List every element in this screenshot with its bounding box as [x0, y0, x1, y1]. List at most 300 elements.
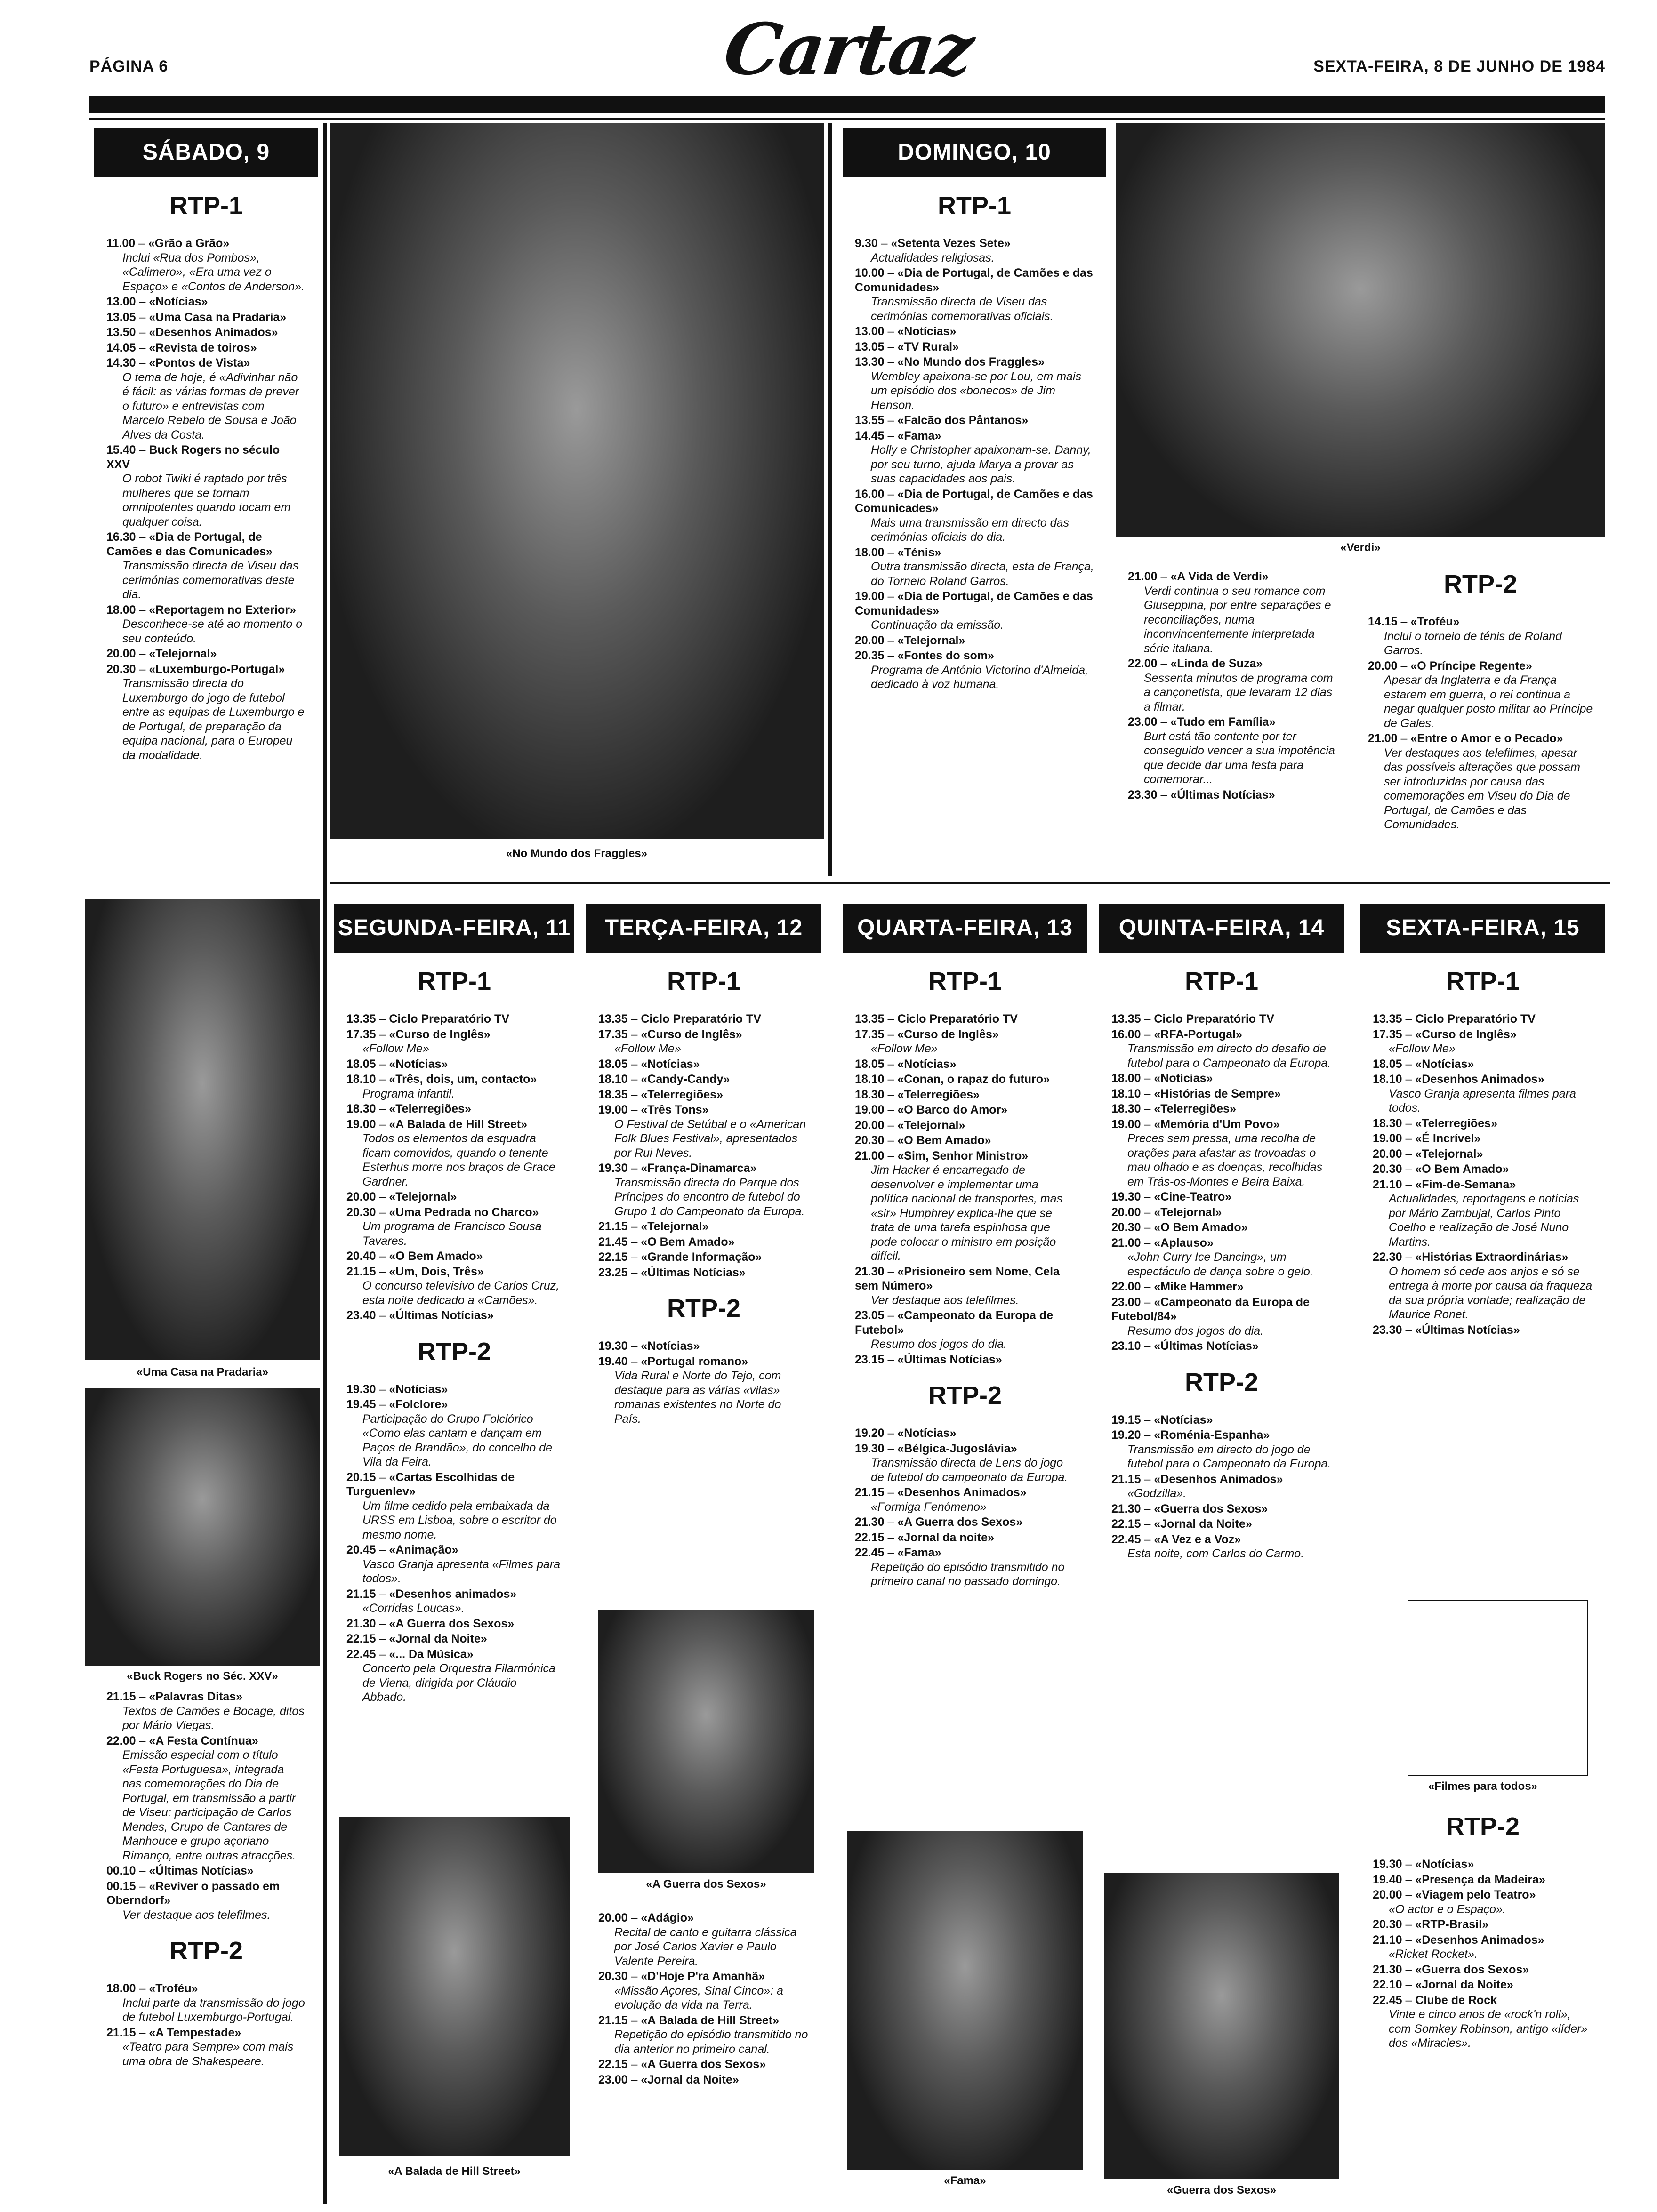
program-description: Resumo dos jogos do dia. [1127, 1324, 1264, 1338]
program-time: 18.30 [346, 1102, 376, 1115]
program-title: «Viagem pelo Teatro» [1415, 1888, 1536, 1901]
program-entry [346, 1057, 562, 1072]
photo-caption: «Uma Casa na Pradaria» [136, 1366, 269, 1378]
program-entry [598, 2057, 809, 2072]
photo-filmes-para-todos [1408, 1600, 1588, 1776]
program-entry [1373, 1250, 1593, 1322]
program-time: 17.35 [598, 1027, 628, 1041]
day-header: DOMINGO, 10 [843, 128, 1106, 177]
program-title: «Palavras Ditas» [149, 1690, 243, 1703]
program-title: «Últimas Notícias» [897, 1353, 1002, 1366]
program-entry [598, 1072, 809, 1087]
program-time: 21.30 [855, 1265, 885, 1278]
program-entry [346, 1012, 562, 1026]
program-description: Vinte e cinco anos de «rock'n roll», com Somkey Robinson, antigo «líder» dos «Miracles». [1389, 2008, 1588, 2050]
program-description: Concerto pela Orquestra Filarmónica de Viena, dirigida por Cláudio Abbado. [362, 1662, 555, 1704]
program-title: «Desenhos Animados» [1415, 1073, 1544, 1086]
program-time: 21.00 [1128, 570, 1158, 583]
program-entry [855, 1072, 1075, 1087]
program-time: 18.10 [1373, 1073, 1402, 1086]
program-time: 21.15 [855, 1486, 885, 1499]
program-dash: – [627, 2058, 641, 2071]
program-entry [855, 429, 1094, 486]
photo-caption: «Verdi» [1340, 541, 1381, 554]
program-title: «A Guerra dos Sexos» [641, 2058, 766, 2071]
photo-caption: «Filmes para todos» [1428, 1780, 1538, 1793]
program-title: «Notícias» [641, 1339, 700, 1353]
program-title: «Desenhos animados» [389, 1587, 517, 1601]
program-dash: – [884, 1027, 898, 1041]
program-title: «Linda de Suza» [1170, 657, 1263, 670]
program-entry [855, 413, 1094, 428]
program-description: Jim Hacker é encarregado de desenvolver e implementar uma política nacional de transportes, mas «sir» Humphrey explica-lhe que se trata de uma tarefa espinhosa que pode colocar o ministro em posição difícil. [871, 1163, 1063, 1263]
program-entry [1111, 1071, 1332, 1086]
program-description: O robot Twiki é raptado por três mulheres que se tornam omnipotentes quando tocam em qualquer coisa. [122, 472, 291, 529]
program-dash: – [1402, 1323, 1416, 1337]
program-entry [855, 1546, 1075, 1589]
program-title: «Fama» [897, 429, 941, 442]
program-dash: – [1141, 1517, 1154, 1531]
program-entry [1373, 1012, 1593, 1026]
program-dash: – [136, 1982, 149, 1995]
program-time: 00.15 [106, 1879, 136, 1893]
program-time: 13.35 [598, 1012, 628, 1026]
program-title: «Dia de Portugal, de Camões e das Comunicades» [106, 530, 273, 558]
program-entry [1111, 1012, 1332, 1026]
program-time: 19.00 [1373, 1132, 1402, 1145]
program-entry [598, 1057, 809, 1072]
program-entry [855, 236, 1094, 265]
program-title: «Jornal da Noite» [389, 1632, 487, 1645]
program-title: «Telerregiões» [641, 1088, 723, 1101]
program-list [598, 1012, 809, 1280]
program-title: «Notícias» [897, 325, 957, 338]
program-description: Actualidades, reportagens e notícias por Mário Zambujal, Carlos Pinto Coelho e realização de José Nuno Martins. [1389, 1192, 1579, 1249]
program-title: «Um, Dois, Três» [389, 1265, 484, 1278]
program-dash: – [136, 1879, 149, 1893]
program-entry [598, 1012, 809, 1026]
program-time: 19.30 [855, 1442, 885, 1455]
channel-heading: RTP-1 [667, 967, 740, 995]
program-title: «Falcão dos Pântanos» [897, 414, 1029, 427]
program-dash: – [1402, 1012, 1416, 1026]
program-entry [855, 1515, 1075, 1530]
program-title: «O Barco do Amor» [897, 1103, 1008, 1116]
photo-verdi [1116, 123, 1605, 537]
program-dash: – [627, 1235, 641, 1249]
program-dash: – [376, 1647, 389, 1661]
program-time: 21.15 [106, 1690, 136, 1703]
program-entry [106, 236, 306, 294]
program-time: 20.30 [1111, 1221, 1141, 1234]
program-title: «Telerregiões» [1415, 1116, 1497, 1130]
program-dash: – [136, 603, 149, 617]
program-title: «Últimas Notícias» [1415, 1323, 1520, 1337]
channel-heading: RTP-1 [928, 967, 1002, 995]
photo-pradaria [85, 899, 320, 1360]
program-title: «Animação» [389, 1543, 458, 1556]
program-time: 17.35 [1373, 1027, 1402, 1041]
program-title: «Dia de Portugal, de Camões e das Comunidades» [855, 266, 1093, 294]
program-list [598, 1339, 809, 1426]
program-dash: – [135, 237, 148, 250]
program-dash: – [136, 2026, 149, 2039]
program-title: «Mike Hammer» [1154, 1280, 1244, 1293]
program-title: «Sim, Senhor Ministro» [897, 1149, 1029, 1162]
program-title: «Setenta Vezes Sete» [891, 237, 1011, 250]
program-entry [1373, 1147, 1593, 1162]
program-entry [346, 1647, 562, 1705]
program-title: «Ténis» [897, 545, 941, 559]
program-entry [1373, 1116, 1593, 1131]
day-column-friday-rtp2 [1360, 1798, 1605, 2052]
program-entry [1128, 657, 1339, 714]
program-time: 20.00 [1111, 1205, 1141, 1219]
program-time: 14.30 [106, 356, 136, 369]
program-description: Programa infantil. [362, 1087, 455, 1100]
program-description: Ver destaque aos telefilmes. [871, 1293, 1019, 1307]
program-dash: – [136, 310, 149, 324]
program-description: «John Curry Ice Dancing», um espectáculo de dança sobre o gelo. [1127, 1250, 1313, 1278]
program-dash: – [884, 1012, 898, 1026]
program-title: «Jornal da Noite» [1154, 1517, 1252, 1531]
program-title: «Fontes do som» [897, 649, 994, 662]
program-time: 19.40 [1373, 1873, 1402, 1886]
program-time: 14.05 [106, 341, 136, 354]
program-description: Sessenta minutos de programa com a cançonetista, que levaram 12 dias a filmar. [1144, 671, 1333, 713]
program-dash: – [627, 1012, 641, 1026]
program-dash: – [627, 1103, 641, 1116]
program-title: «Curso de Inglês» [389, 1027, 491, 1041]
program-time: 18.05 [598, 1057, 628, 1071]
program-title: «A Balada de Hill Street» [641, 2013, 779, 2027]
program-title: «Curso de Inglês» [897, 1027, 999, 1041]
program-time: 20.00 [346, 1190, 376, 1203]
program-time: 21.00 [1111, 1236, 1141, 1250]
program-description: Transmissão em directo do desafio de futebol para o Campeonato da Europa. [1127, 1042, 1331, 1070]
program-title: «Notícias» [897, 1427, 957, 1440]
program-time: 20.00 [598, 1911, 628, 1924]
channel-heading: RTP-2 [1443, 570, 1517, 598]
program-description: Preces sem pressa, uma recolha de orações para afastar as trovoadas o mau olhado e as doenças, recolhidas em Trás-os-Montes e Beira Baixa. [1127, 1132, 1323, 1188]
program-entry [1111, 1236, 1332, 1279]
program-entry [1111, 1295, 1332, 1338]
program-entry [855, 1308, 1075, 1352]
program-description: Recital de canto e guitarra clássica por José Carlos Xavier e Paulo Valente Pereira. [614, 1925, 797, 1968]
program-dash: – [1402, 1178, 1416, 1191]
program-time: 21.10 [1373, 1933, 1402, 1947]
program-title: «A Vez e a Voz» [1154, 1532, 1241, 1546]
program-entry [1111, 1428, 1332, 1471]
program-entry [346, 1205, 562, 1249]
program-dash: – [627, 1162, 641, 1175]
program-description: «Missão Açores, Sinal Cinco»: a evolução da vida na Terra. [614, 1984, 783, 2012]
program-title: «Notícias» [1415, 1057, 1474, 1071]
program-time: 16.30 [106, 530, 136, 544]
program-time: 23.30 [1128, 788, 1158, 801]
program-time: 19.20 [855, 1427, 885, 1440]
program-title: «Candy-Candy» [641, 1073, 730, 1086]
program-dash: – [877, 237, 891, 250]
program-dash: – [1141, 1472, 1154, 1486]
program-dash: – [376, 1057, 389, 1071]
program-entry [1111, 1413, 1332, 1427]
program-title: «Notícias» [1154, 1072, 1213, 1085]
program-title: «Guerra dos Sexos» [1154, 1502, 1268, 1515]
program-title: «TV Rural» [897, 340, 959, 353]
program-dash: – [376, 1205, 389, 1219]
program-dash: – [884, 1427, 898, 1440]
program-entry [598, 1266, 809, 1280]
program-time: 18.05 [346, 1057, 376, 1071]
program-list [106, 1690, 306, 1922]
program-description: Inclui o torneio de ténis de Roland Garros. [1384, 629, 1562, 657]
program-title: «Reportagem no Exterior» [149, 603, 296, 617]
program-time: 18.00 [1111, 1072, 1141, 1085]
program-title: «Notícias» [641, 1057, 700, 1071]
program-title: «O Bem Amado» [1415, 1162, 1509, 1176]
program-time: 18.10 [855, 1073, 885, 1086]
program-time: 19.30 [346, 1382, 376, 1396]
program-dash: – [1157, 788, 1171, 801]
program-title: «Últimas Notícias» [1154, 1339, 1259, 1353]
program-dash: – [1141, 1221, 1154, 1234]
program-dash: – [1397, 615, 1411, 628]
program-title: «Tudo em Família» [1170, 715, 1276, 729]
program-description: «Follow Me» [362, 1042, 429, 1055]
issue-date: SEXTA-FEIRA, 8 DE JUNHO DE 1984 [1313, 57, 1605, 75]
program-time: 21.30 [855, 1515, 885, 1529]
program-entry [106, 2026, 306, 2069]
program-list [346, 1382, 562, 1705]
program-time: 19.30 [598, 1162, 628, 1175]
program-description: «Ricket Rocket». [1389, 1948, 1478, 1961]
program-title: «O Bem Amado» [897, 1134, 991, 1147]
program-dash: – [376, 1309, 389, 1322]
program-list [106, 1981, 306, 2068]
day-column-saturday [94, 128, 318, 763]
program-time: 21.00 [1368, 732, 1398, 745]
program-entry [1111, 1517, 1332, 1531]
program-entry [346, 1543, 562, 1586]
program-entry [598, 1354, 809, 1427]
program-description: «Teatro para Sempre» com mais uma obra de Shakespeare. [122, 2040, 294, 2068]
program-description: Ver destaque aos telefilmes. [122, 1908, 271, 1922]
program-title: «Telejornal» [641, 1220, 709, 1233]
program-time: 22.15 [598, 2058, 628, 2071]
program-dash: – [136, 295, 149, 308]
program-dash: – [1141, 1532, 1154, 1546]
program-entry [598, 2013, 809, 2057]
program-time: 21.00 [855, 1149, 885, 1162]
program-dash: – [1141, 1012, 1154, 1026]
program-dash: – [376, 1265, 389, 1278]
program-entry [1368, 731, 1593, 832]
program-dash: – [376, 1543, 389, 1556]
program-dash: – [136, 530, 149, 544]
program-entry [1111, 1220, 1332, 1235]
program-entry [1111, 1205, 1332, 1220]
program-dash: – [1402, 1057, 1416, 1071]
program-entry [1373, 1027, 1593, 1056]
program-entry [106, 647, 306, 661]
program-title: «Aplauso» [1154, 1236, 1214, 1250]
photo-guerra-sexos-2 [1104, 1873, 1339, 2179]
program-description: O Festival de Setúbal e o «American Folk Blues Festival», apresentados por Rui Neves. [614, 1117, 806, 1160]
program-time: 19.30 [1373, 1858, 1402, 1871]
program-title: «Dia de Portugal, de Camões e das Comunicades» [855, 487, 1093, 515]
program-time: 23.00 [1128, 715, 1158, 729]
channel-heading: RTP-1 [1446, 967, 1520, 995]
program-dash: – [1402, 1963, 1416, 1976]
day-column-tuesday-cont [586, 1911, 821, 2088]
program-time: 18.35 [598, 1088, 628, 1101]
photo-fraggles [330, 123, 824, 839]
program-time: 18.00 [855, 545, 885, 559]
program-entry [598, 1103, 809, 1160]
program-dash: – [376, 1587, 389, 1601]
program-entry [346, 1382, 562, 1397]
day-column-friday [1360, 904, 1605, 1338]
program-dash: – [1397, 659, 1411, 673]
program-description: Actualidades religiosas. [871, 251, 995, 264]
photo-caption: «A Balada de Hill Street» [388, 2165, 521, 2178]
program-description: Mais uma transmissão em directo das cerimónias oficiais do dia. [871, 516, 1069, 544]
program-time: 19.45 [346, 1398, 376, 1411]
program-title: «Telejornal» [897, 633, 965, 647]
program-time: 19.30 [598, 1339, 628, 1353]
program-time: 20.00 [855, 633, 885, 647]
program-title: «Adágio» [641, 1911, 694, 1924]
program-entry [346, 1308, 562, 1323]
program-time: 13.35 [1111, 1012, 1141, 1026]
program-dash: – [884, 1515, 898, 1529]
program-entry [346, 1249, 562, 1264]
program-entry [1368, 615, 1593, 658]
program-description: Emissão especial com o título «Festa Portuguesa», integrada nas comemorações do Dia de Portugal, em transmissão a partir de Viseu: participação de Carlos Mendes, Grupo de Cantares de Manhouce e grupo açoriano Rimanço, entre outras atracções. [122, 1748, 296, 1862]
program-time: 11.00 [106, 237, 136, 250]
program-entry [855, 1426, 1075, 1441]
program-list [855, 236, 1094, 692]
program-title: «Uma Pedrada no Charco» [389, 1205, 539, 1219]
channel-heading: RTP-1 [937, 192, 1011, 220]
program-dash: – [136, 326, 149, 339]
program-time: 23.00 [1111, 1295, 1141, 1309]
program-dash: – [376, 1250, 389, 1263]
program-title: «Últimas Notícias» [1170, 788, 1275, 801]
program-time: 22.00 [1111, 1280, 1141, 1293]
program-entry [1111, 1472, 1332, 1501]
program-entry [106, 325, 306, 340]
program-time: 18.00 [106, 1982, 136, 1995]
program-entry [106, 295, 306, 309]
program-dash: – [376, 1012, 389, 1026]
program-list [1373, 1857, 1593, 2051]
program-dash: – [627, 2013, 641, 2027]
photo-caption: «Fama» [944, 2174, 986, 2187]
row-divider [330, 882, 1610, 884]
program-entry [1373, 1978, 1593, 1992]
program-title: «A Balada de Hill Street» [389, 1117, 527, 1131]
program-entry [1373, 1131, 1593, 1146]
program-dash: – [1141, 1102, 1154, 1115]
program-list [106, 236, 306, 762]
program-time: 14.45 [855, 429, 885, 442]
program-entry [598, 1027, 809, 1056]
program-dash: – [1157, 715, 1171, 729]
program-time: 20.45 [346, 1543, 376, 1556]
program-description: Transmissão directa de Viseu das cerimónias comemorativas oficiais. [871, 295, 1054, 323]
program-dash: – [136, 647, 149, 660]
program-description: O concurso televisivo de Carlos Cruz, esta noite dedicado a «Camões». [362, 1279, 560, 1307]
program-dash: – [1402, 1162, 1416, 1176]
program-dash: – [627, 1027, 641, 1041]
program-description: Inclui «Rua dos Pombos», «Calimero», «Era uma vez o Espaço» e «Contos de Anderson». [122, 251, 305, 293]
program-dash: – [884, 545, 898, 559]
channel-heading: RTP-1 [417, 967, 491, 995]
program-description: «Follow Me» [614, 1042, 681, 1055]
program-time: 21.15 [598, 2013, 628, 2027]
program-entry [855, 1442, 1075, 1485]
program-entry [598, 1339, 809, 1354]
program-time: 18.05 [1373, 1057, 1402, 1071]
program-dash: – [1402, 1132, 1416, 1145]
program-description: O tema de hoje, é «Adivinhar não é fácil: as várias formas de prever o futuro» e entrevistas com Marcelo Rebelo de Sousa e João Alves da Costa. [122, 370, 299, 441]
program-time: 20.00 [1368, 659, 1398, 673]
program-dash: – [627, 1354, 641, 1368]
channel-heading: RTP-2 [169, 1937, 243, 1965]
photo-buck-rogers [85, 1388, 320, 1666]
program-dash: – [627, 2073, 641, 2086]
program-title: «Curso de Inglês» [1415, 1027, 1517, 1041]
program-time: 15.40 [106, 443, 136, 457]
program-description: Desconhece-se até ao momento o seu conteúdo. [122, 617, 303, 645]
program-title: «França-Dinamarca» [641, 1162, 757, 1175]
program-time: 22.00 [106, 1734, 136, 1747]
program-description: Apesar da Inglaterra e da França estarem em guerra, o rei continua a negar qualquer posto militar ao Príncipe de Gales. [1384, 673, 1593, 730]
program-dash: – [376, 1102, 389, 1115]
program-description: «Formiga Fenómeno» [871, 1500, 987, 1514]
program-time: 18.30 [855, 1088, 885, 1101]
program-title: «Últimas Notícias» [641, 1266, 746, 1279]
program-dash: – [884, 1088, 898, 1101]
program-title: «Conan, o rapaz do futuro» [897, 1073, 1050, 1086]
program-time: 20.15 [346, 1470, 376, 1484]
program-title: «Portugal romano» [641, 1354, 748, 1368]
program-dash: – [1402, 1978, 1416, 1991]
program-entry [1373, 1057, 1593, 1072]
program-dash: – [1402, 1888, 1416, 1901]
program-dash: – [136, 443, 149, 457]
program-time: 20.30 [1373, 1918, 1402, 1931]
program-time: 23.05 [855, 1309, 885, 1322]
program-title: «O Bem Amado» [641, 1235, 735, 1249]
program-dash: – [1141, 1428, 1154, 1442]
program-dash: – [376, 1117, 389, 1131]
program-entry [855, 1531, 1075, 1545]
program-time: 22.45 [346, 1647, 376, 1661]
program-description: Um filme cedido pela embaixada da URSS em Lisboa, sobre o escritor do mesmo nome. [362, 1499, 557, 1541]
program-title: «Telejornal» [897, 1118, 965, 1132]
program-dash: – [1141, 1413, 1154, 1427]
program-dash: – [884, 1134, 898, 1147]
program-title: «Jornal da Noite» [1415, 1978, 1513, 1991]
program-time: 20.30 [346, 1205, 376, 1219]
program-time: 22.00 [1128, 657, 1158, 670]
program-time: 13.00 [855, 325, 885, 338]
program-entry [1373, 1857, 1593, 1872]
program-dash: – [136, 1734, 149, 1747]
